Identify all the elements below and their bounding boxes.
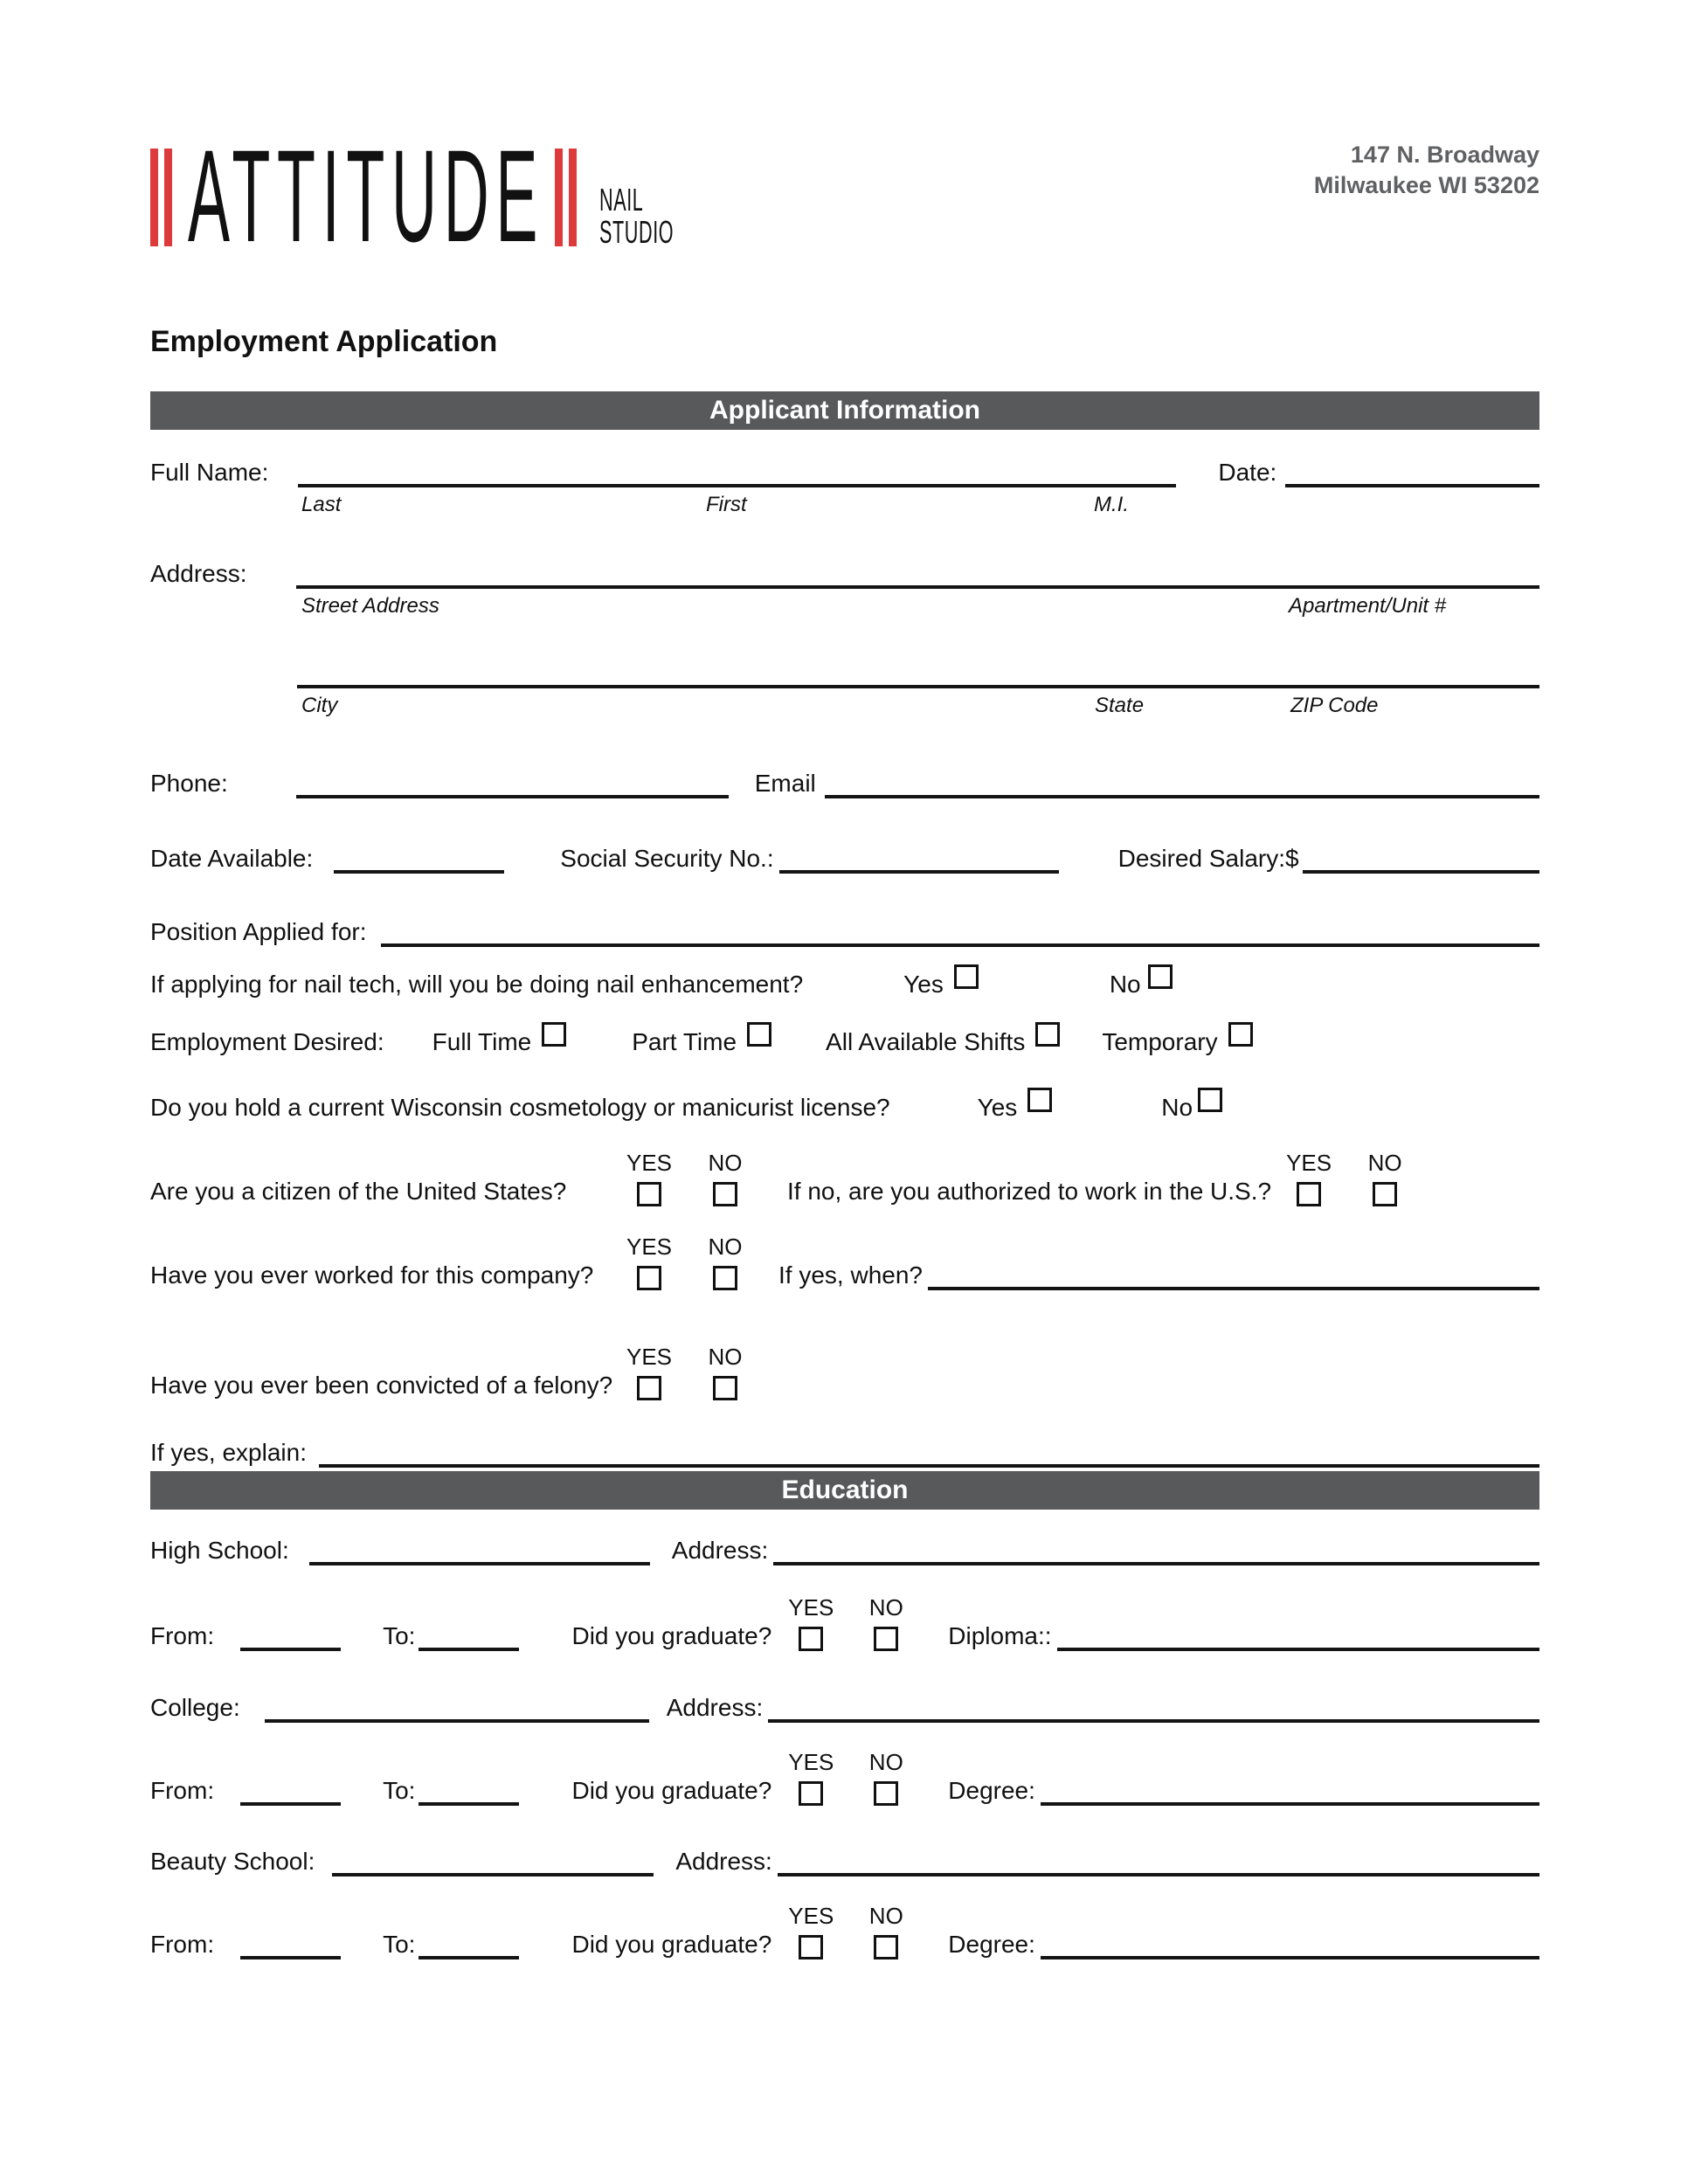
worked-question: Have you ever worked for this company?	[150, 1261, 594, 1289]
logo-red-bars-right-icon	[555, 149, 577, 246]
hs-graduate-yes-checkbox[interactable]	[799, 1627, 823, 1651]
all-shifts-checkbox[interactable]	[1035, 1022, 1060, 1047]
hs-graduate-no-checkbox[interactable]	[874, 1627, 898, 1651]
felony-no-column	[698, 1345, 752, 1400]
full-time-label: Full Time	[432, 1028, 532, 1055]
college-graduate-yes-checkbox[interactable]	[799, 1781, 823, 1806]
nail-tech-yes-label: Yes	[903, 971, 944, 998]
college-from-label: From:	[150, 1777, 215, 1804]
part-time-checkbox[interactable]	[747, 1022, 771, 1047]
email-label: Email	[754, 770, 816, 797]
beauty-address-label: Address:	[675, 1848, 772, 1875]
logo-subtitle-line1: NAIL	[599, 182, 644, 218]
part-time-label: Part Time	[632, 1028, 737, 1055]
worked-yes-checkbox[interactable]	[637, 1266, 661, 1290]
row-college	[150, 1690, 1539, 1723]
beauty-school-input-line[interactable]	[332, 1843, 654, 1876]
worked-no-column	[698, 1235, 752, 1290]
full-name-sublabels	[150, 493, 1539, 519]
desired-salary-label: Desired Salary:$	[1117, 845, 1299, 872]
nail-tech-no-label: No	[1109, 971, 1141, 998]
email-input-line[interactable]	[825, 765, 1539, 798]
row-position	[150, 914, 1539, 947]
citizen-no-label: NO	[708, 1150, 743, 1176]
row-availability	[150, 840, 1539, 874]
full-time-checkbox[interactable]	[542, 1022, 566, 1047]
beauty-graduate-no-label: NO	[868, 1903, 903, 1929]
authorized-yes-checkbox[interactable]	[1297, 1182, 1321, 1206]
company-address-line1: 147 N. Broadway	[1350, 142, 1539, 168]
authorized-yes-column	[1282, 1151, 1336, 1206]
beauty-from-label: From:	[150, 1931, 215, 1958]
position-input-line[interactable]	[381, 914, 1540, 947]
beauty-address-input-line[interactable]	[778, 1843, 1539, 1876]
college-label: College:	[150, 1694, 240, 1721]
section-header-education-label: Education	[781, 1476, 909, 1504]
apartment-label: Apartment/Unit #	[1289, 594, 1447, 618]
row-address-2	[150, 655, 1539, 688]
ssn-input-line[interactable]	[779, 840, 1059, 874]
full-name-label: Full Name:	[150, 459, 269, 486]
high-school-label: High School:	[150, 1537, 289, 1564]
authorized-question: If no, are you authorized to work in the U.S.?	[787, 1178, 1272, 1205]
position-applied-label: Position Applied for:	[150, 918, 367, 945]
phone-input-line[interactable]	[296, 765, 729, 798]
citizen-no-checkbox[interactable]	[713, 1182, 737, 1206]
college-graduate-no-label: NO	[868, 1749, 903, 1775]
ssn-label: Social Security No.:	[560, 845, 774, 872]
beauty-graduate-yes-checkbox[interactable]	[799, 1935, 823, 1959]
row-college-dates	[150, 1751, 1539, 1806]
logo-subtitle	[599, 183, 678, 250]
mi-label: M.I.	[1094, 493, 1129, 516]
beauty-graduate-no-checkbox[interactable]	[874, 1935, 898, 1959]
employment-desired-label: Employment Desired:	[150, 1028, 384, 1055]
authorized-no-checkbox[interactable]	[1373, 1182, 1397, 1206]
beauty-graduate-question: Did you graduate?	[571, 1931, 772, 1958]
logo-red-bars-left-icon	[150, 149, 172, 246]
logo-subtitle-line2: STUDIO	[599, 214, 675, 250]
hs-graduate-yes-column	[784, 1596, 838, 1651]
first-label: First	[706, 493, 747, 516]
date-input-line[interactable]	[1285, 454, 1539, 487]
beauty-from-input-line[interactable]	[240, 1926, 341, 1959]
license-no-checkbox[interactable]	[1198, 1088, 1222, 1112]
worked-yes-column	[622, 1235, 676, 1290]
worked-no-checkbox[interactable]	[713, 1266, 737, 1290]
hs-graduate-no-column	[859, 1596, 913, 1651]
beauty-graduate-yes-label: YES	[788, 1903, 834, 1929]
page-title: Employment Application	[150, 325, 498, 358]
row-address	[150, 556, 1539, 589]
row-high-school	[150, 1532, 1539, 1565]
college-degree-input-line[interactable]	[1041, 1773, 1539, 1806]
hs-from-input-line[interactable]	[240, 1618, 341, 1651]
authorized-no-label: NO	[1367, 1150, 1402, 1176]
date-label: Date:	[1218, 459, 1277, 486]
section-header-applicant	[150, 391, 1539, 430]
date-available-input-line[interactable]	[334, 840, 504, 874]
street-address-label: Street Address	[301, 594, 439, 618]
college-graduate-yes-label: YES	[788, 1749, 834, 1775]
street-address-input-line[interactable]	[296, 556, 1540, 589]
beauty-graduate-yes-column	[784, 1904, 838, 1959]
college-to-label: To:	[383, 1777, 416, 1804]
row-beauty-school	[150, 1843, 1539, 1876]
felony-no-label: NO	[708, 1344, 743, 1370]
address-sublabels-2	[150, 694, 1539, 720]
beauty-to-input-line[interactable]	[419, 1926, 519, 1959]
temporary-checkbox[interactable]	[1228, 1022, 1253, 1047]
license-question: Do you hold a current Wisconsin cosmetology or manicurist license?	[150, 1094, 890, 1121]
diploma-input-line[interactable]	[1057, 1618, 1539, 1651]
hs-graduate-question: Did you graduate?	[571, 1622, 772, 1649]
state-label: State	[1095, 694, 1145, 717]
citizen-yes-checkbox[interactable]	[637, 1182, 661, 1206]
citizen-question: Are you a citizen of the United States?	[150, 1178, 567, 1205]
worked-yes-label: YES	[626, 1234, 673, 1260]
address-sublabels-1	[150, 594, 1539, 620]
temporary-label: Temporary	[1102, 1028, 1218, 1055]
if-yes-when-label: If yes, when?	[778, 1261, 923, 1289]
license-no-label: No	[1161, 1094, 1193, 1121]
hs-to-input-line[interactable]	[419, 1618, 519, 1651]
college-from-input-line[interactable]	[240, 1773, 341, 1806]
hs-graduate-yes-label: YES	[788, 1594, 834, 1621]
license-yes-label: Yes	[977, 1094, 1018, 1121]
hs-address-label: Address:	[671, 1537, 769, 1564]
hs-graduate-no-label: NO	[868, 1594, 903, 1621]
city-state-zip-input-line[interactable]	[297, 655, 1539, 688]
college-input-line[interactable]	[265, 1690, 649, 1723]
row-citizen	[150, 1151, 1539, 1206]
college-graduate-no-checkbox[interactable]	[874, 1781, 898, 1806]
beauty-graduate-no-column	[859, 1904, 913, 1959]
citizen-yes-label: YES	[626, 1150, 673, 1176]
college-degree-label: Degree:	[948, 1777, 1035, 1804]
beauty-to-label: To:	[383, 1931, 416, 1958]
row-worked-before	[150, 1235, 1539, 1290]
row-license	[150, 1091, 1539, 1123]
college-address-label: Address:	[666, 1694, 764, 1721]
diploma-label: Diploma::	[948, 1622, 1052, 1649]
logo-wordmark: ATTITUDE	[188, 122, 545, 269]
felony-yes-column	[622, 1345, 676, 1400]
if-yes-explain-label: If yes, explain:	[150, 1439, 307, 1466]
citizen-yes-column	[622, 1151, 676, 1206]
desired-salary-input-line[interactable]	[1303, 840, 1539, 874]
section-header-applicant-label: Applicant Information	[709, 396, 980, 425]
company-address-line2: Milwaukee WI 53202	[1313, 172, 1539, 198]
if-yes-when-input-line[interactable]	[928, 1257, 1539, 1290]
hs-from-label: From:	[150, 1622, 215, 1649]
college-to-input-line[interactable]	[419, 1773, 519, 1806]
explain-input-line[interactable]	[319, 1434, 1539, 1468]
hs-address-input-line[interactable]	[773, 1532, 1539, 1565]
row-beauty-dates	[150, 1904, 1539, 1959]
section-header-education	[150, 1471, 1539, 1510]
all-shifts-label: All Available Shifts	[826, 1028, 1026, 1055]
date-available-label: Date Available:	[150, 845, 314, 872]
beauty-degree-label: Degree:	[948, 1931, 1035, 1958]
worked-no-label: NO	[708, 1234, 743, 1260]
address-label: Address:	[150, 560, 247, 587]
beauty-school-label: Beauty School:	[150, 1848, 315, 1875]
felony-no-checkbox[interactable]	[713, 1376, 737, 1400]
brand-logo	[150, 122, 678, 269]
authorized-yes-label: YES	[1286, 1150, 1332, 1176]
hs-to-label: To:	[383, 1622, 416, 1649]
row-explain	[150, 1434, 1539, 1468]
row-phone-email	[150, 765, 1539, 798]
zip-code-label: ZIP Code	[1290, 694, 1379, 717]
last-label: Last	[301, 493, 342, 516]
college-graduate-yes-column	[784, 1751, 838, 1806]
felony-yes-label: YES	[626, 1344, 673, 1370]
high-school-input-line[interactable]	[309, 1532, 650, 1565]
nail-tech-question: If applying for nail tech, will you be doing nail enhancement?	[150, 971, 804, 998]
college-graduate-question: Did you graduate?	[571, 1777, 772, 1804]
full-name-input-line[interactable]	[298, 454, 1176, 487]
authorized-no-column	[1358, 1151, 1412, 1206]
row-hs-dates	[150, 1596, 1539, 1651]
row-nail-tech	[150, 968, 1539, 999]
row-felony	[150, 1345, 1539, 1400]
city-label: City	[301, 694, 338, 717]
college-address-input-line[interactable]	[768, 1690, 1539, 1723]
row-employment-desired	[150, 1026, 1539, 1057]
phone-label: Phone:	[150, 770, 228, 797]
felony-question: Have you ever been convicted of a felony?	[150, 1372, 613, 1399]
company-address	[1314, 140, 1539, 201]
row-full-name	[150, 454, 1539, 487]
nail-tech-no-checkbox[interactable]	[1148, 964, 1173, 989]
beauty-degree-input-line[interactable]	[1041, 1926, 1539, 1959]
felony-yes-checkbox[interactable]	[637, 1376, 661, 1400]
college-graduate-no-column	[859, 1751, 913, 1806]
citizen-no-column	[698, 1151, 752, 1206]
nail-tech-yes-checkbox[interactable]	[954, 964, 979, 989]
license-yes-checkbox[interactable]	[1027, 1088, 1052, 1112]
